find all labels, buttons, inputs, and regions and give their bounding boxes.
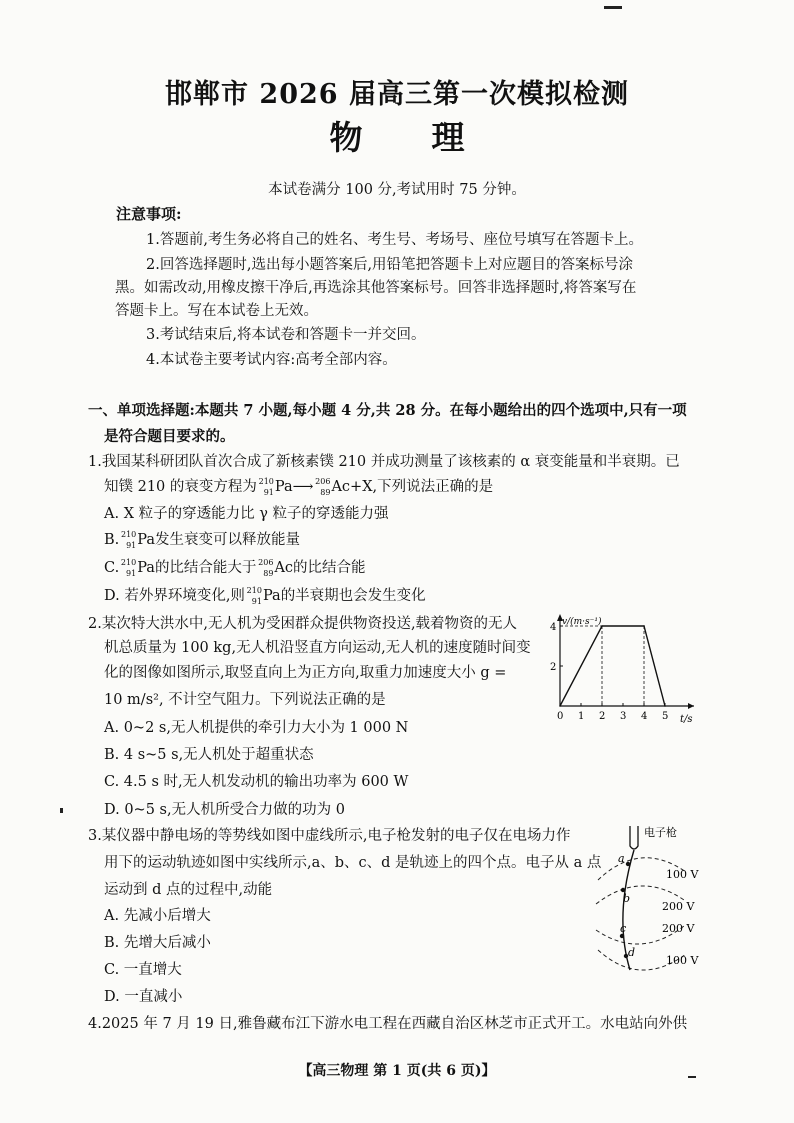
q2-option-c: C. 4.5 s 时,无人机发动机的输出功率为 600 W	[104, 774, 409, 790]
scan-mark	[604, 6, 622, 9]
velocity-series-line	[560, 626, 665, 706]
x-tick-label: 2	[599, 711, 606, 722]
x-tick-label: 3	[620, 711, 627, 722]
section-1-heading: 一、单项选择题:本题共 7 小题,每小题 4 分,共 28 分。在每小题给出的四个选项中,只有一项	[88, 402, 687, 419]
voltage-label-1: 100 V	[666, 868, 699, 881]
q2-stem-line-3: 化的图像如图所示,取竖直向上为正方向,取重力加速度大小 g =	[104, 665, 507, 681]
point-a-marker	[626, 862, 630, 866]
q2-option-a: A. 0~2 s,无人机提供的牵引力大小为 1 000 N	[104, 720, 409, 736]
note-2-line-3: 答题卡上。写在本试卷上无效。	[115, 303, 318, 319]
q4-stem-line-1: 4.2025 年 7 月 19 日,雅鲁藏布江下游水电工程在西藏自治区林芝市正式开工。水电站向外供	[88, 1016, 688, 1032]
q1-option-d: D. 若外界环境变化,则 210 91 Pa的半衰期也会发生变化	[104, 586, 426, 606]
q1-option-b: B. 210 91 Pa发生衰变可以释放能量	[104, 530, 301, 550]
point-b-label: b	[623, 892, 631, 905]
x-tick-label: 1	[578, 711, 585, 722]
q2-option-d: D. 0~5 s,无人机所受合力做的功为 0	[104, 802, 345, 818]
q2-stem-line-4: 10 m/s², 不计空气阻力。下列说法正确的是	[104, 692, 386, 708]
electron-gun-label: 电子枪	[644, 826, 677, 839]
electric-field-diagram	[590, 822, 720, 972]
q1-option-c: C. 210 91 Pa的比结合能大于 206 89 Ac的比结合能	[104, 558, 366, 578]
y-axis-label: v/(m·s⁻¹)	[562, 617, 602, 627]
q3-stem-line-1: 3.某仪器中静电场的等势线如图中虚线所示,电子枪发射的电子仅在电场力作	[88, 828, 571, 844]
note-3: 3.考试结束后,将本试卷和答题卡一并交回。	[146, 327, 426, 343]
q3-option-c: C. 一直增大	[104, 962, 182, 978]
q2-option-b: B. 4 s~5 s,无人机处于超重状态	[104, 747, 314, 763]
point-a-label: a	[618, 852, 625, 865]
point-d-label: d	[628, 946, 636, 959]
voltage-label-4: 100 V	[666, 954, 699, 967]
notes-heading: 注意事项:	[116, 205, 182, 223]
y-tick-label: 2	[550, 662, 557, 673]
q2-stem-line-2: 机总质量为 100 kg,无人机沿竖直方向运动,无人机的速度随时间变	[104, 640, 531, 656]
page-footer: 【高三物理 第 1 页(共 6 页)】	[298, 1063, 496, 1079]
q1-option-a: A. X 粒子的穿透能力比 γ 粒子的穿透能力强	[104, 506, 389, 522]
q3-option-b: B. 先增大后减小	[104, 935, 211, 951]
q2-stem-line-1: 2.某次特大洪水中,无人机为受困群众提供物资投送,载着物资的无人	[88, 616, 518, 632]
x-axis-arrow	[688, 703, 694, 709]
voltage-label-3: 200 V	[662, 922, 695, 935]
y-tick-label: 4	[550, 622, 557, 633]
velocity-time-chart	[542, 610, 702, 728]
point-c-label: c	[620, 922, 627, 935]
note-4: 4.本试卷主要考试内容:高考全部内容。	[146, 352, 397, 368]
x-axis-label: t/s	[680, 714, 693, 725]
scan-mark	[60, 808, 63, 813]
note-2-line-2: 黑。如需改动,用橡皮擦干净后,再选涂其他答案标号。回答非选择题时,将答案写在	[115, 280, 637, 296]
q1-stem-line-1: 1.我国某科研团队首次合成了新核素镤 210 并成功测量了该核素的 α 衰变能量和半衰期。已	[88, 454, 680, 470]
q3-stem-line-3: 运动到 d 点的过程中,动能	[104, 882, 273, 898]
subject-title: 物 理	[329, 118, 465, 157]
exam-info: 本试卷满分 100 分,考试用时 75 分钟。	[268, 182, 526, 198]
q3-stem-line-2: 用下的运动轨迹如图中实线所示,a、b、c、d 是轨迹上的四个点。电子从 a 点	[104, 855, 602, 871]
voltage-label-2: 200 V	[662, 900, 695, 913]
electron-gun-icon	[630, 826, 638, 849]
section-1-subheading: 是符合题目要求的。	[104, 428, 235, 445]
x-tick-label: 5	[662, 711, 669, 722]
q3-option-a: A. 先减小后增大	[104, 908, 211, 924]
scan-mark	[688, 1076, 696, 1078]
q1-stem-line-2: 知镤 210 的衰变方程为 210 91 Pa⟶ 206 89 Ac+X,下列说法正确的是	[104, 477, 494, 497]
x-tick-label: 4	[641, 711, 648, 722]
note-1: 1.答题前,考生务必将自己的姓名、考生号、考场号、座位号填写在答题卡上。	[146, 232, 643, 248]
exam-title: 邯郸市 2026 届高三第一次模拟检测	[165, 79, 629, 110]
note-2-line-1: 2.回答选择题时,选出每小题答案后,用铅笔把答题卡上对应题目的答案标号涂	[146, 257, 634, 273]
q3-option-d: D. 一直减小	[104, 989, 183, 1005]
x-tick-label: 0	[557, 711, 564, 722]
